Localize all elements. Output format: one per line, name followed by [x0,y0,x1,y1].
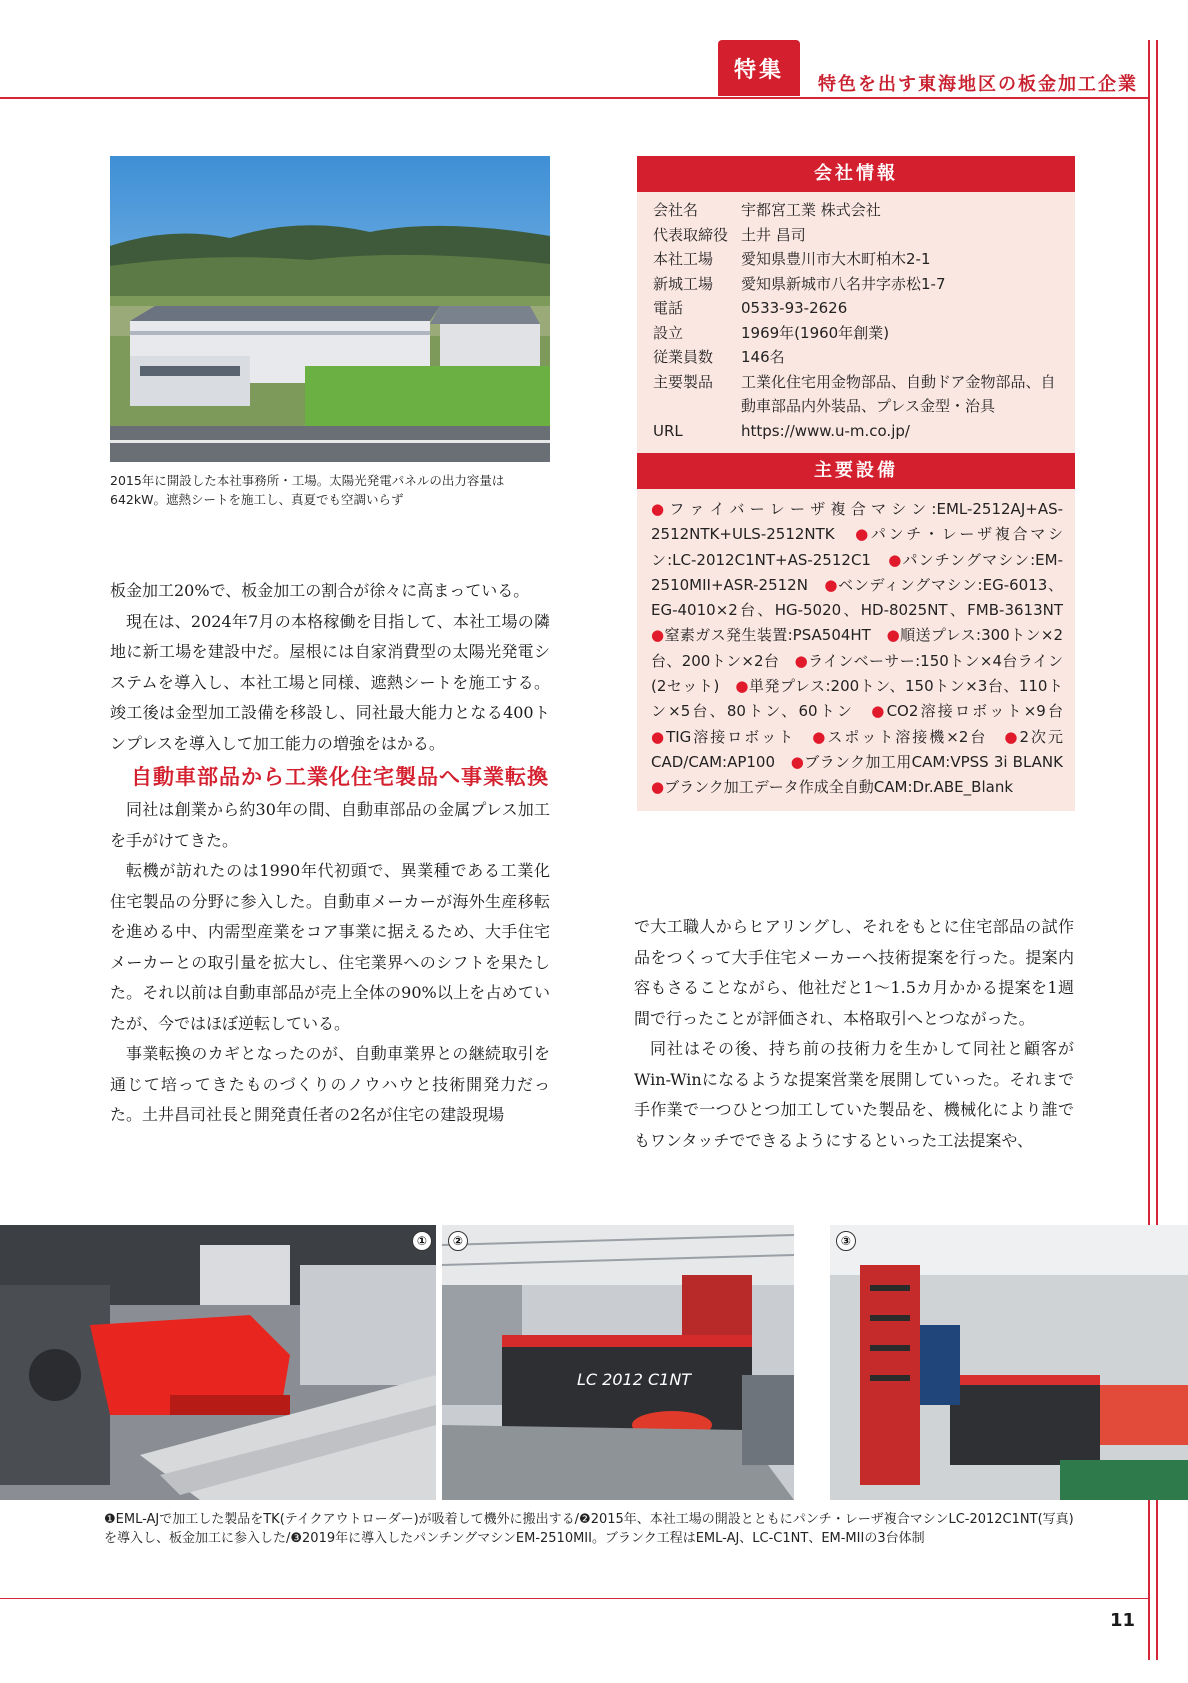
left-paragraph-1: 板金加工20%で、板金加工の割合が徐々に高まっている。 [110,581,530,600]
equipment-item-text: 単発プレス:200トン、150トン×3台、110トン×5台、80トン、60トン [651,677,1063,721]
right-paragraph-1: で大工職人からヒアリングし、それをもとに住宅部品の試作品をつくって大手住宅メーカーへ技術提案を行った。提案内容もさることながら、他社だと1〜1.5カ月かかる提案を1週間で行ったことが評価され、本格取引へとつながった。 [634,917,1074,1028]
bullet-dot-icon: ● [824,575,839,594]
left-paragraph-5: 事業転換のカギとなったのが、自動車業界との継続取引を通じて培ってきたものづくりのノウハウと技術開発力だった。土井昌司社長と開発責任者の2名が住宅の建設現場 [110,1044,550,1124]
company-info-row [653,272,1063,297]
feature-title: 特色を出す東海地区の板金加工企業 [818,74,1138,95]
company-info-value: 土井 昌司 [741,225,806,244]
left-paragraph-4: 転機が訪れたのは1990年代初頭で、異業種である工業化住宅製品の分野に参入した。自動車メーカーが海外生産移転を進める中、内需型産業をコア事業に据えるため、大手住宅メーカーとの取引量を拡大し、住宅業界へのシフトを果たした。それ以前は自動車部品が売上全体の90%以上を占めていたが、今ではほぼ逆転している。 [110,861,550,1033]
company-info-value[interactable]: https://www.u-m.co.jp/ [741,421,910,440]
bottom-photos-caption: ❶EML-AJで加工した製品をTK(テイクアウトローダー)が吸着して機外に搬出する/❷2015年、本社工場の開設とともにパンチ・レーザ複合マシンLC-2012C1NT(写真)を導入し、板金加工に参入した/❸2019年に導入したパンチングマシンEM-2510MII。ブランク工程はEML-AJ、LC-C1NT、EM-MIIの3台体制 [104,1512,1074,1546]
company-info-key: 会社名 [653,201,699,219]
company-info-value: 146名 [741,348,785,366]
machine-label: LC 2012 C1NT [577,1370,692,1389]
header-rule [0,97,1150,99]
equipment-item [791,753,1063,771]
company-info-key: 設立 [653,323,684,342]
company-info-row [653,321,1063,346]
photo-badge-1: ① [412,1231,432,1251]
bullet-dot-icon: ● [812,727,828,746]
bullet-dot-icon: ● [888,550,903,569]
company-info-value: 愛知県豊川市大木町柏木2-1 [741,250,931,268]
equipment-item-text: スポット溶接機×2台 [827,727,988,746]
bullet-dot-icon: ● [790,752,805,771]
company-info-value: 宇都宮工業 株式会社 [741,201,881,219]
company-info-row [653,370,1063,419]
company-info-heading: 会社情報 [637,156,1075,192]
company-info-row [653,247,1063,272]
left-paragraph-2: 現在は、2024年7月の本格稼働を目指して、本社工場の隣地に新工場を建設中だ。屋根には自家消費型の太陽光発電システムを導入し、本社工場と同様、遮熱シートを施工する。竣工後は金型加工設備を移設し、同社最大能力となる400トンプレスを導入して加工能力の増強をはかる。 [110,611,550,753]
company-info-value: 工業化住宅用金物部品、自動ドア金物部品、自動車部品内外装品、プレス金型・治具 [741,372,1056,415]
company-info-row [653,296,1063,321]
equipment-item-text: パンチングマシン:EM-2510MII+ASR-2512N [651,550,1064,594]
company-info-key: 本社工場 [653,250,714,268]
factory-photo [110,156,550,462]
equipment-item [651,728,795,746]
equipment-item-text: パンチ・レーザ複合マシン:LC-2012C1NT+AS-2512C1 [651,525,1063,569]
page-number: 11 [1110,1610,1136,1631]
bullet-dot-icon: ● [794,651,809,670]
photo-2-lc2012 [442,1225,794,1500]
company-info-key: 主要製品 [653,372,714,391]
company-info-key: 新城工場 [653,274,714,293]
equipment-item [651,778,1013,796]
equipment-item [812,728,987,746]
company-info-value: 0533-93-2626 [741,299,848,317]
bullet-dot-icon: ● [1004,727,1020,746]
left-paragraph-3: 同社は創業から約30年の間、自動車部品の金属プレス加工を手がけてきた。 [110,800,550,850]
bullet-dot-icon: ● [651,727,667,746]
company-info-value: 愛知県新城市八名井字赤松1-7 [741,274,946,293]
bullet-dot-icon: ● [871,702,887,721]
equipment-item-text: TIG溶接ロボット [666,727,796,746]
company-info-value: 1969年(1960年創業) [741,323,890,342]
company-info-row [653,198,1063,223]
equipment-list [637,489,1075,811]
photo-badge-3: ③ [836,1231,856,1251]
equipment-heading: 主要設備 [637,453,1075,489]
equipment-item-text: 窒素ガス発生装置:PSA504HT [664,626,871,645]
equipment-item-text: 順送プレス:300トン×2台、200トン×2台 [651,626,1063,670]
company-info-row [653,223,1063,248]
company-info-key: 従業員数 [653,348,714,366]
company-info-row [653,419,1063,444]
left-column [110,576,550,1131]
photo-1-fiber-laser [0,1225,436,1500]
equipment-item-text: ベンディングマシン:EG-6013、EG-4010×2台、HG-5020、HD-8025NT、FMB-3613NT [651,575,1063,620]
photo-3-em2510 [830,1225,1188,1500]
equipment-item-text: ラインベーサー:150トン×4台ライン(2セット) [651,651,1063,696]
feature-tab: 特集 [718,40,800,96]
company-info-key: 電話 [653,299,684,317]
factory-photo-caption: 2015年に開設した本社事務所・工場。太陽光発電パネルの出力容量は642kW。遮熱シートを施工し、真夏でも空調いらず [110,473,505,507]
company-info-table [637,192,1075,453]
bullet-dot-icon: ● [651,500,670,518]
equipment-item-text: ブランク加工データ作成全自動CAM:Dr.ABE_Blank [664,778,1014,797]
bullet-dot-icon: ● [651,778,665,797]
right-column [634,912,1074,1156]
equipment-item-text: ファイバーレーザ複合マシン:EML-2512AJ+AS-2512NTK+ULS-2512NTK [651,500,1064,544]
company-info-key: URL [653,421,683,440]
right-paragraph-2: 同社はその後、持ち前の技術力を生かして同社と顧客がWin-Winになるような提案営業を展開していった。それまで手作業で一つひとつ加工していた製品を、機械化により誰でもワンタッチでできるようにするといった工法提案や、 [634,1039,1074,1150]
equipment-item [871,702,1063,720]
bullet-dot-icon: ● [651,626,665,645]
bullet-dot-icon: ● [855,525,871,544]
photo-badge-2: ② [448,1231,468,1251]
equipment-item-text: ブランク加工用CAM:VPSS 3i BLANK [804,752,1063,771]
equipment-item-text: CO2溶接ロボット×9台 [886,702,1063,721]
company-info-row [653,345,1063,370]
equipment-item-text: 2次元CAD/CAM:AP100 [651,727,1064,771]
section-subheading: 自動車部品から工業化住宅製品へ事業転換 [131,765,549,789]
footer-rule [0,1598,1150,1599]
equipment-item [651,626,871,644]
bullet-dot-icon: ● [886,626,901,645]
bullet-dot-icon: ● [735,677,749,696]
company-info-key: 代表取締役 [653,225,729,244]
company-info-box [637,156,1075,811]
